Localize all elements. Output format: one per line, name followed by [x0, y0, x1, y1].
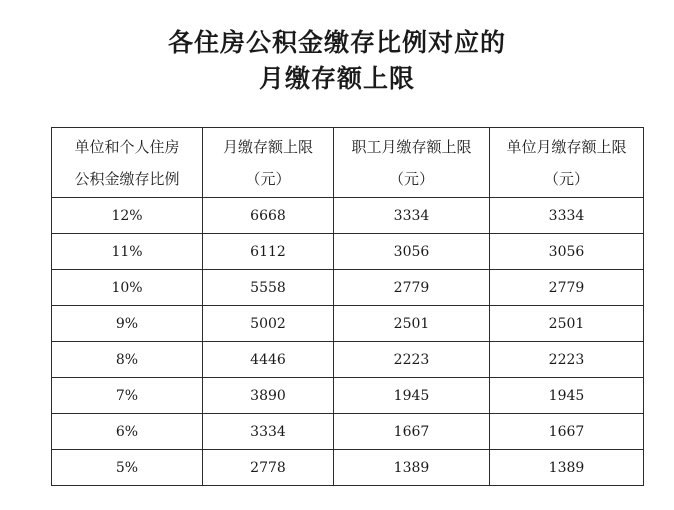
table-row [52, 270, 644, 306]
header-employee-limit-line2: （元） [388, 169, 434, 188]
cell-employee-limit: 2501 [334, 306, 490, 342]
cell-ratio: 10% [52, 270, 203, 306]
cell-employee-limit: 2223 [334, 342, 490, 378]
cell-ratio: 6% [52, 414, 203, 450]
cell-employer-limit: 2779 [490, 270, 644, 306]
page-title-line1: 各住房公积金缴存比例对应的 [167, 28, 506, 57]
header-employer-limit-line1: 单位月缴存额上限 [506, 137, 627, 156]
header-monthly-limit-line1: 月缴存额上限 [222, 137, 313, 156]
cell-ratio: 5% [52, 450, 203, 486]
cell-employer-limit: 2501 [490, 306, 644, 342]
cell-ratio: 8% [52, 342, 203, 378]
cell-employee-limit: 1389 [334, 450, 490, 486]
cell-employer-limit: 1945 [490, 378, 644, 414]
table-row [52, 342, 644, 378]
table-header [52, 128, 644, 198]
table-row [52, 378, 644, 414]
cell-employee-limit: 1945 [334, 378, 490, 414]
page-title-line2: 月缴存额上限 [258, 64, 415, 93]
header-ratio-line1: 单位和个人住房 [74, 137, 180, 156]
table-row [52, 306, 644, 342]
cell-monthly-limit: 6112 [203, 234, 334, 270]
header-ratio [52, 128, 203, 198]
header-employee-limit-line1: 职工月缴存额上限 [351, 137, 472, 156]
cell-ratio: 7% [52, 378, 203, 414]
cell-ratio: 12% [52, 198, 203, 234]
cell-monthly-limit: 3890 [203, 378, 334, 414]
cell-employer-limit: 1389 [490, 450, 644, 486]
cell-employee-limit: 3334 [334, 198, 490, 234]
table-row [52, 198, 644, 234]
cell-employer-limit: 2223 [490, 342, 644, 378]
cell-employer-limit: 3334 [490, 198, 644, 234]
header-employer-limit-line2: （元） [543, 169, 589, 188]
header-employee-limit [334, 128, 490, 198]
cell-employee-limit: 2779 [334, 270, 490, 306]
cell-monthly-limit: 5558 [203, 270, 334, 306]
table-row [52, 450, 644, 486]
header-monthly-limit [203, 128, 334, 198]
cell-employee-limit: 1667 [334, 414, 490, 450]
table-body [52, 198, 644, 486]
header-row [52, 128, 644, 198]
cell-monthly-limit: 4446 [203, 342, 334, 378]
cell-monthly-limit: 6668 [203, 198, 334, 234]
cell-employer-limit: 3056 [490, 234, 644, 270]
table-row [52, 414, 644, 450]
table-row [52, 234, 644, 270]
header-monthly-limit-line2: （元） [245, 169, 291, 188]
cell-monthly-limit: 5002 [203, 306, 334, 342]
cell-employee-limit: 3056 [334, 234, 490, 270]
header-employer-limit [490, 128, 644, 198]
cell-employer-limit: 1667 [490, 414, 644, 450]
contribution-limit-table [51, 127, 644, 486]
cell-ratio: 9% [52, 306, 203, 342]
cell-ratio: 11% [52, 234, 203, 270]
header-ratio-line2: 公积金缴存比例 [74, 169, 180, 188]
cell-monthly-limit: 3334 [203, 414, 334, 450]
cell-monthly-limit: 2778 [203, 450, 334, 486]
